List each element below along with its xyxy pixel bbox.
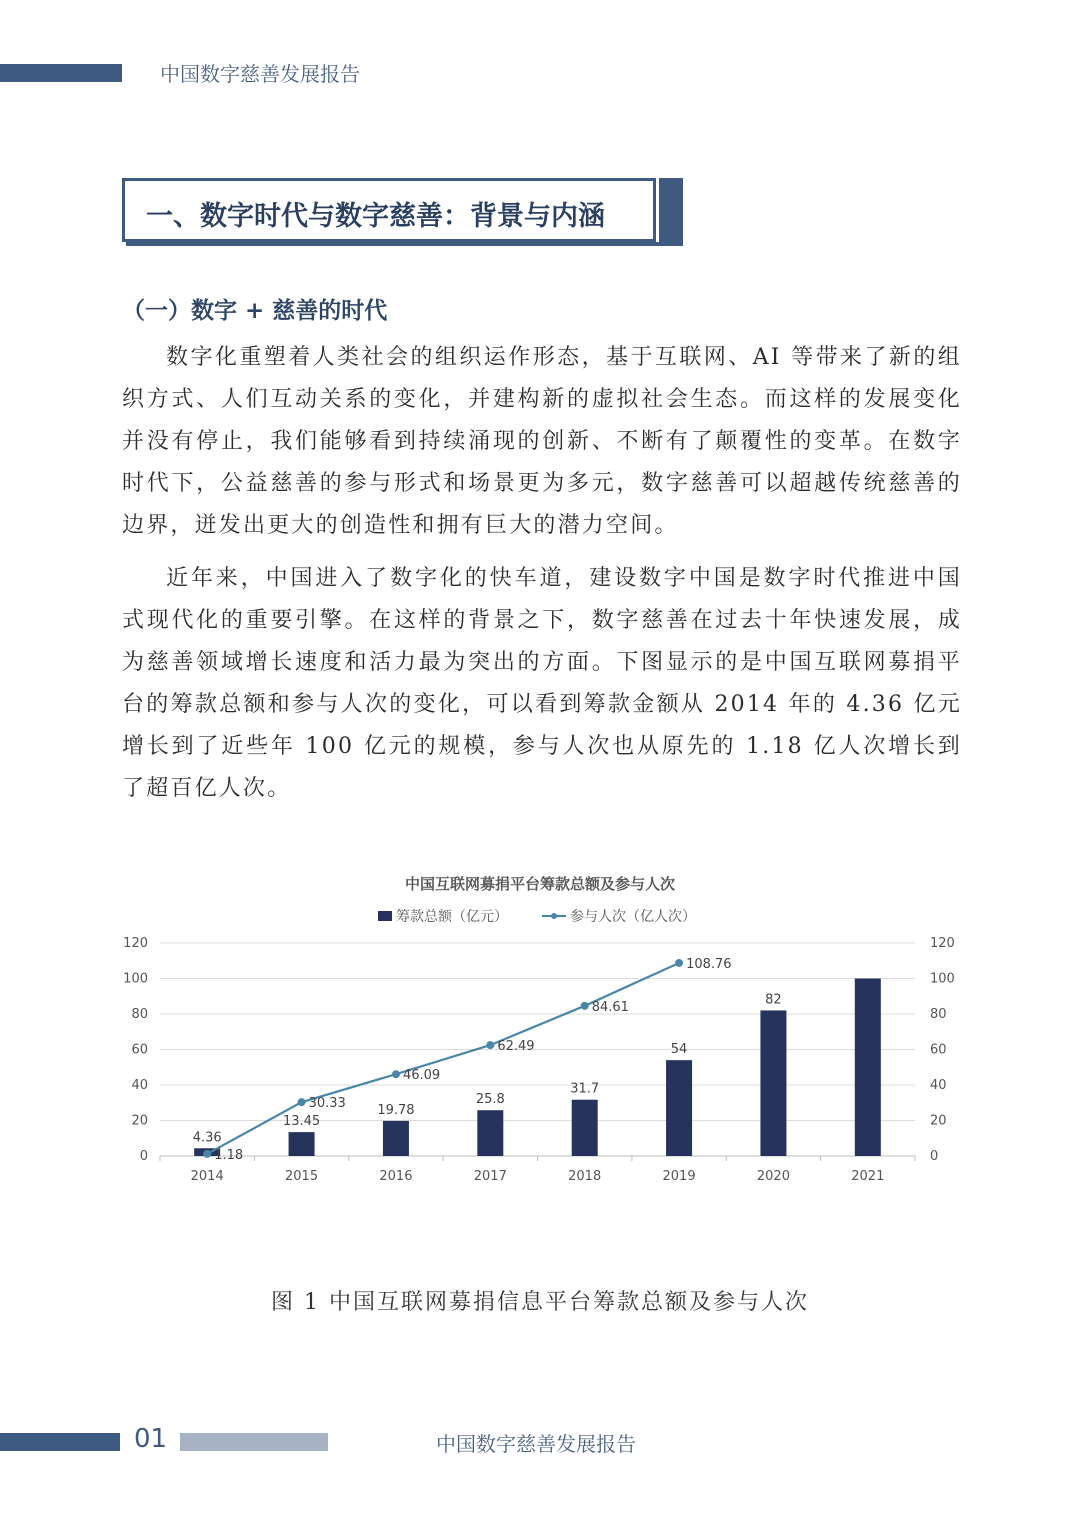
line-data-label: 84.61 bbox=[591, 999, 629, 1015]
line-point-2016 bbox=[392, 1070, 400, 1078]
line-series bbox=[207, 963, 679, 1154]
line-point-2017 bbox=[486, 1041, 494, 1049]
legend-bar-swatch bbox=[378, 911, 392, 921]
bar-2017 bbox=[477, 1110, 503, 1156]
line-point-2014 bbox=[203, 1150, 211, 1158]
section-title-box-accent bbox=[659, 178, 683, 246]
x-tick-label: 2016 bbox=[379, 1169, 413, 1184]
y2-tick-label: 60 bbox=[930, 1042, 947, 1058]
line-data-label: 62.49 bbox=[497, 1039, 535, 1055]
x-tick-label: 2015 bbox=[285, 1169, 319, 1184]
bar-data-label: 13.45 bbox=[282, 1114, 321, 1130]
y-tick-label: 120 bbox=[123, 936, 148, 951]
footer-title: 中国数字慈善发展报告 bbox=[436, 1432, 636, 1456]
bar-2015 bbox=[289, 1132, 315, 1156]
x-tick-label: 2021 bbox=[851, 1169, 885, 1184]
y2-tick-label: 120 bbox=[930, 936, 955, 951]
footer-accent-bar-right bbox=[180, 1433, 328, 1451]
bar-data-label: 82 bbox=[765, 992, 782, 1008]
subsection-title: （一）数字 + 慈善的时代 bbox=[122, 298, 388, 324]
section-title: 一、数字时代与数字慈善：背景与内涵 bbox=[146, 201, 605, 232]
bar-2019 bbox=[666, 1060, 692, 1156]
line-data-label: 46.09 bbox=[402, 1068, 441, 1084]
x-tick-label: 2017 bbox=[473, 1169, 507, 1184]
bar-data-label: 54 bbox=[670, 1042, 688, 1058]
bar-2021 bbox=[855, 979, 881, 1157]
body-paragraph-1: 数字化重塑着人类社会的组织运作形态，基于互联网、AI 等带来了新的组织方式、人们互动关系的变化，并建构新的虚拟社会生态。而这样的发展变化并没有停止，我们能够看到持续涌现的创新、不断有了颠覆性的变革。在数字时代下，公益慈善的参与形式和场景更为多元，数字慈善可以超越传统慈善的边界，迸发出更大的创造性和拥有巨大的潜力空间。 bbox=[122, 345, 962, 538]
x-tick-label: 2020 bbox=[756, 1169, 790, 1184]
header-accent-bar bbox=[0, 64, 122, 82]
x-tick-label: 2018 bbox=[568, 1169, 602, 1184]
line-point-2018 bbox=[581, 1002, 589, 1010]
y2-tick-label: 40 bbox=[930, 1078, 947, 1093]
legend-line-marker bbox=[551, 913, 557, 919]
y-tick-label: 40 bbox=[131, 1078, 148, 1093]
bar-2020 bbox=[760, 1010, 786, 1156]
line-data-label: 30.33 bbox=[308, 1096, 346, 1112]
line-point-2015 bbox=[298, 1098, 306, 1106]
legend-bar-label: 筹款总额（亿元） bbox=[396, 909, 508, 925]
y2-tick-label: 0 bbox=[930, 1149, 939, 1164]
y-tick-label: 0 bbox=[139, 1149, 148, 1164]
y2-tick-label: 100 bbox=[930, 971, 955, 987]
bar-2018 bbox=[572, 1100, 598, 1156]
line-data-label: 108.76 bbox=[686, 956, 732, 972]
y-tick-label: 100 bbox=[123, 971, 148, 987]
body-paragraph-2: 近年来，中国进入了数字化的快车道，建设数字中国是数字时代推进中国式现代化的重要引擎。在这样的背景之下，数字慈善在过去十年快速发展，成为慈善领域增长速度和活力最为突出的方面。下图显示的是中国互联网募捐平台的筹款总额和参与人次的变化，可以看到筹款金额从 2014 年的 4.36 亿元增长到了近些年 100 亿元的规模，参与人次也从原先的 1.18 亿人次增长到了超百亿人次。 bbox=[122, 566, 962, 801]
y2-tick-label: 80 bbox=[930, 1007, 947, 1022]
page-number: 01 bbox=[134, 1424, 168, 1454]
bar-2016 bbox=[383, 1121, 409, 1156]
y-tick-label: 80 bbox=[131, 1007, 148, 1022]
y-tick-label: 60 bbox=[131, 1042, 148, 1058]
footer-accent-bar-left bbox=[0, 1433, 120, 1451]
bar-data-label: 4.36 bbox=[192, 1130, 222, 1146]
line-data-label: 1.18 bbox=[214, 1147, 244, 1163]
y2-tick-label: 20 bbox=[930, 1113, 947, 1129]
bar-data-label: 31.7 bbox=[570, 1081, 600, 1097]
combo-chart bbox=[110, 900, 970, 1200]
figure-caption: 图 1 中国互联网募捐信息平台筹款总额及参与人次 bbox=[271, 1290, 809, 1315]
header-title: 中国数字慈善发展报告 bbox=[160, 62, 360, 86]
section-title-box-shadow bbox=[126, 242, 683, 246]
y-tick-label: 20 bbox=[131, 1113, 148, 1129]
x-tick-label: 2019 bbox=[662, 1169, 696, 1184]
chart-title: 中国互联网募捐平台筹款总额及参与人次 bbox=[404, 875, 675, 893]
legend-line-label: 参与人次（亿人次） bbox=[570, 909, 696, 925]
bar-data-label: 19.78 bbox=[377, 1102, 415, 1118]
line-point-2019 bbox=[675, 959, 683, 967]
bar-data-label: 25.8 bbox=[475, 1092, 505, 1108]
x-tick-label: 2014 bbox=[190, 1169, 224, 1184]
